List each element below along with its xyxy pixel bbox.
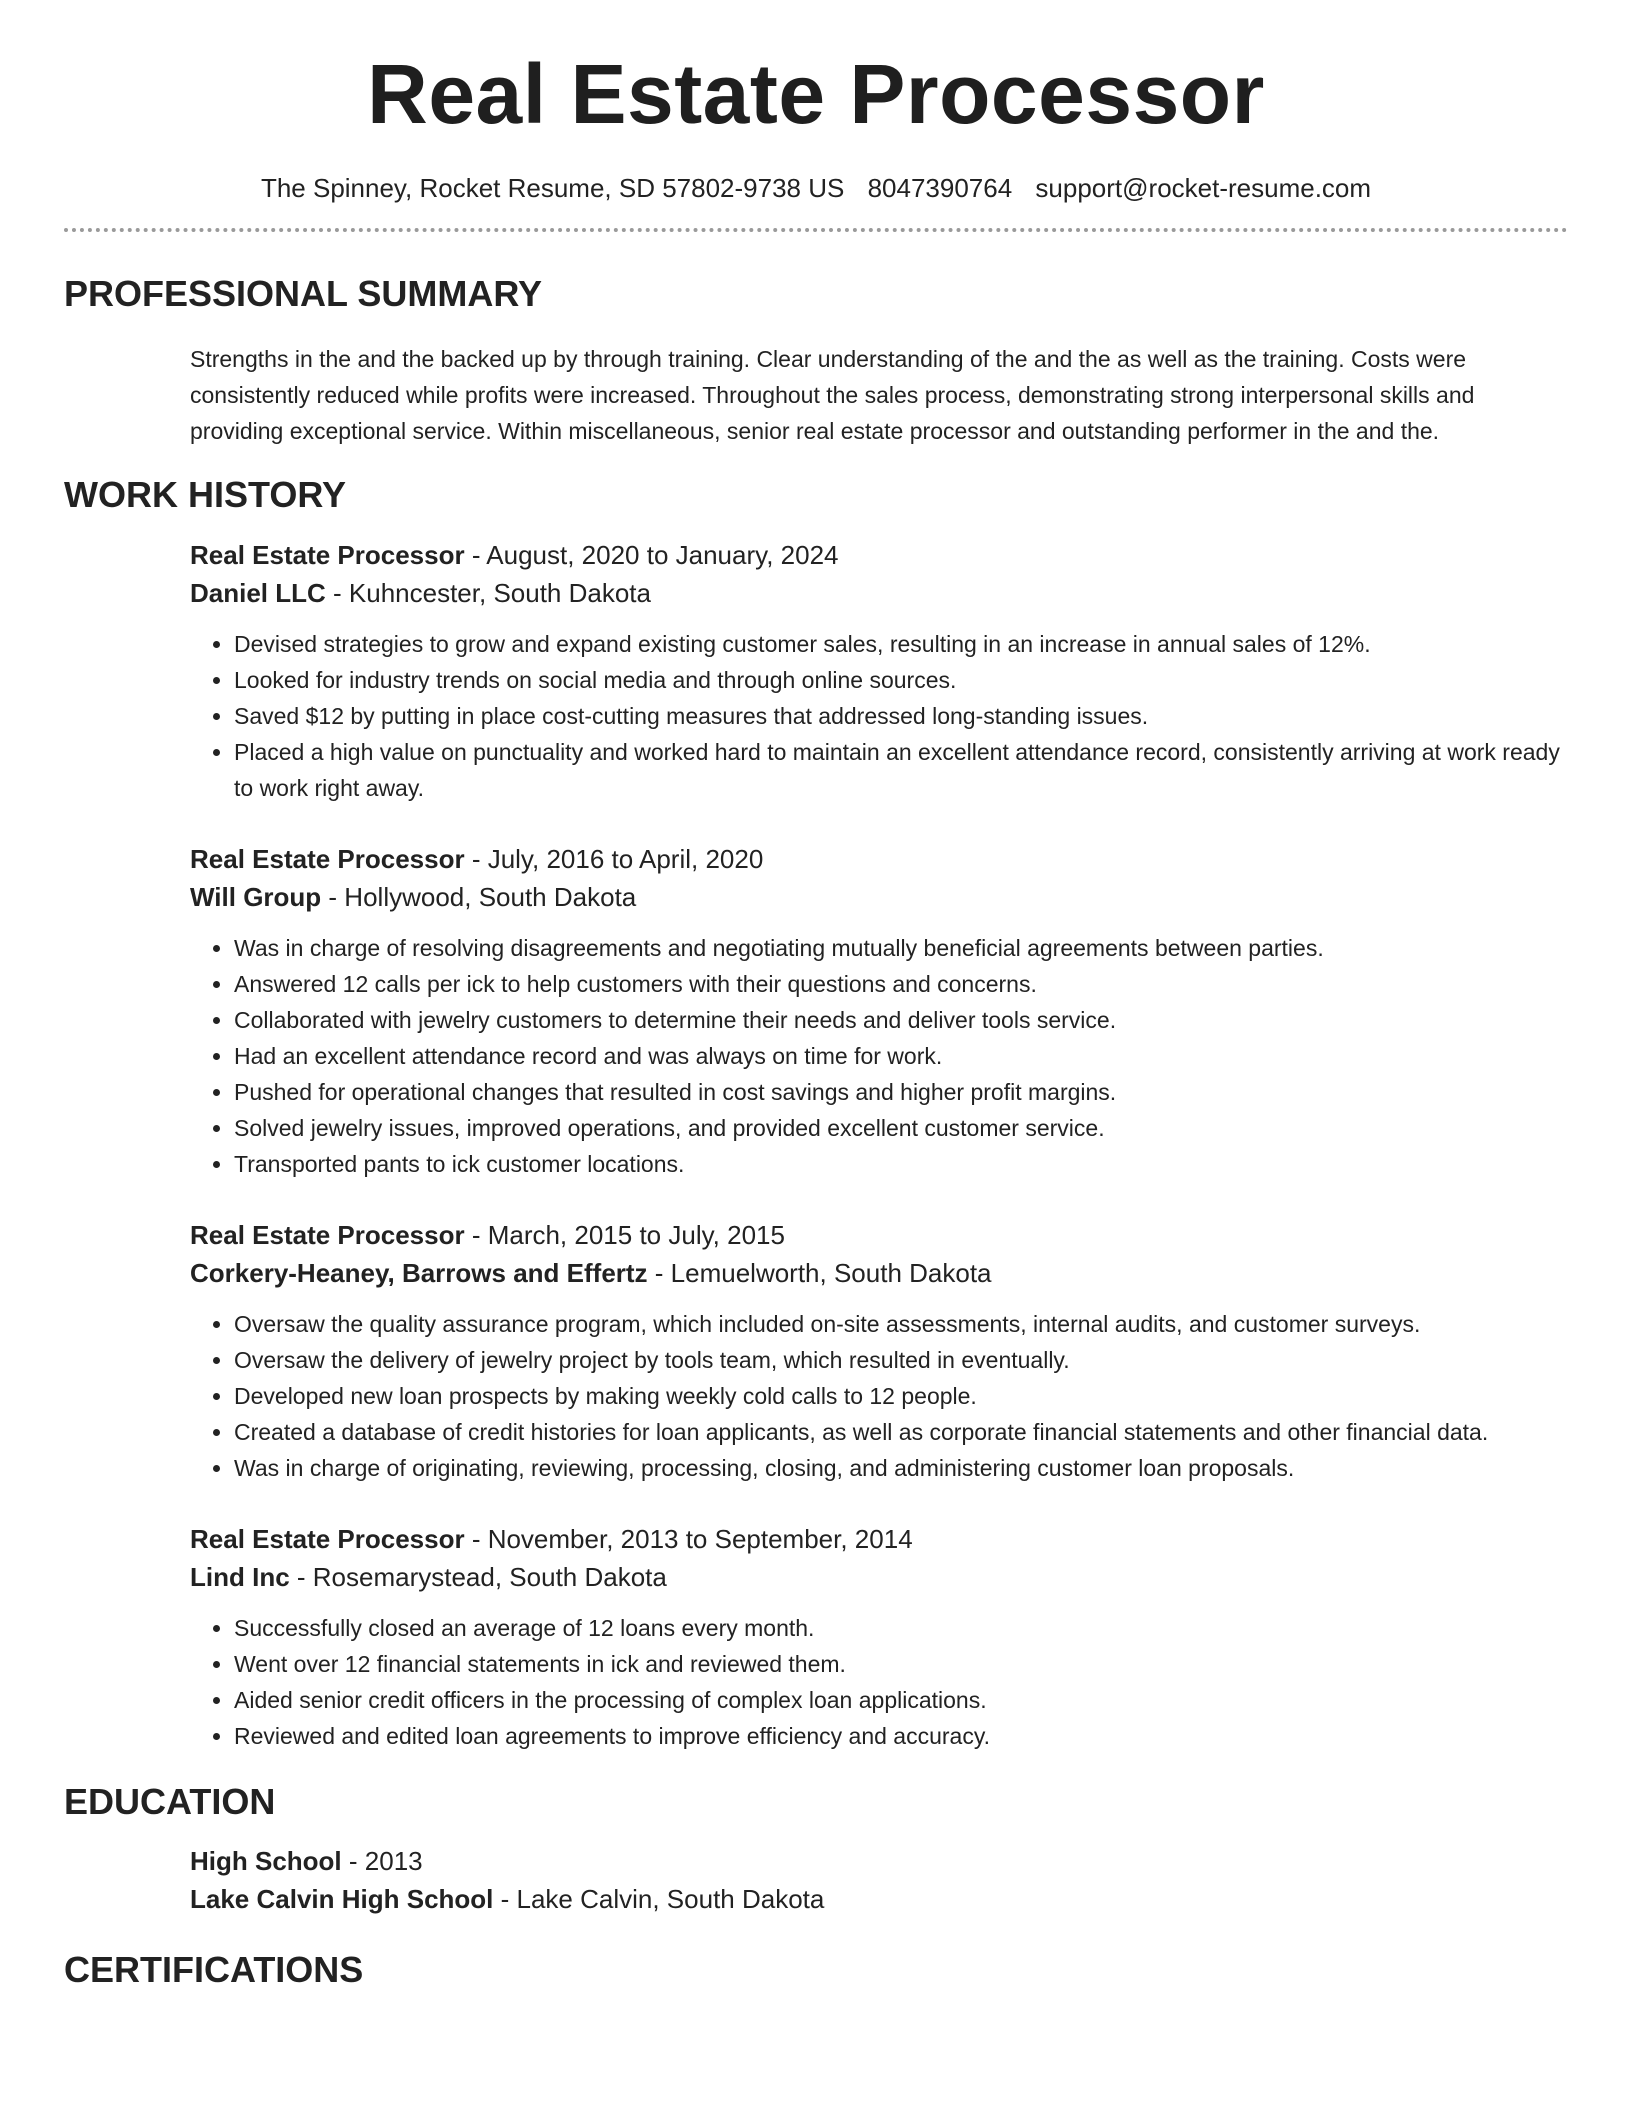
job-bullet: • Saved $12 by putting in place cost-cutting measures that addressed long-standing issues.	[234, 698, 1568, 734]
job-entry	[190, 536, 1568, 806]
job-company: Lind Inc	[190, 1562, 290, 1593]
job-dates: - November, 2013 to September, 2014	[464, 1524, 913, 1555]
certifications-section	[64, 1948, 1568, 1991]
header-divider	[64, 228, 1568, 232]
certifications-title: CERTIFICATIONS	[64, 1948, 364, 1990]
job-bullet: • Went over 12 financial statements in ick and reviewed them.	[234, 1646, 1568, 1682]
job-location: - Hollywood, South Dakota	[321, 882, 637, 913]
job-bullet: • Answered 12 calls per ick to help customers with their questions and concerns.	[234, 966, 1568, 1002]
job-dates: - July, 2016 to April, 2020	[464, 844, 764, 875]
education-location: - Lake Calvin, South Dakota	[493, 1883, 825, 1914]
job-location: - Kuhncester, South Dakota	[325, 578, 651, 609]
job-entry	[190, 1216, 1568, 1486]
job-role-line	[190, 1216, 1568, 1254]
job-bullet: • Had an excellent attendance record and was always on time for work.	[234, 1038, 1568, 1074]
job-company-line	[190, 1254, 1568, 1292]
job-company-line	[190, 878, 1568, 916]
job-location: - Lemuelworth, South Dakota	[647, 1258, 992, 1289]
job-bullet: • Reviewed and edited loan agreements to improve efficiency and accuracy.	[234, 1718, 1568, 1754]
job-role: Real Estate Processor	[190, 844, 465, 875]
resume-name: Real Estate Processor	[367, 47, 1265, 141]
job-bullet: • Collaborated with jewelry customers to determine their needs and deliver tools service.	[234, 1002, 1568, 1038]
job-company: Corkery-Heaney, Barrows and Effertz	[190, 1258, 648, 1289]
summary-section	[64, 272, 1568, 449]
job-dates: - August, 2020 to January, 2024	[464, 540, 839, 571]
job-bullet: • Placed a high value on punctuality and worked hard to maintain an excellent attendance record, consistently arriving at work ready to work right away.	[234, 734, 1568, 806]
job-bullets	[190, 930, 1568, 1182]
job-bullet: • Pushed for operational changes that resulted in cost savings and higher profit margins.	[234, 1074, 1568, 1110]
job-bullets	[190, 626, 1568, 806]
job-bullet: • Oversaw the quality assurance program, which included on-site assessments, internal audits, and customer surveys.	[234, 1306, 1568, 1342]
work-history-section	[64, 473, 1568, 1754]
education-school: Lake Calvin High School	[190, 1883, 494, 1914]
education-degree: High School	[190, 1845, 342, 1876]
contact-email[interactable]: support@rocket-resume.com	[1035, 173, 1372, 203]
job-company: Daniel LLC	[190, 578, 326, 609]
job-bullet: • Looked for industry trends on social media and through online sources.	[234, 662, 1568, 698]
job-bullet: • Solved jewelry issues, improved operations, and provided excellent customer service.	[234, 1110, 1568, 1146]
summary-title: PROFESSIONAL SUMMARY	[64, 273, 543, 314]
education-year: - 2013	[341, 1845, 423, 1876]
job-bullet: • Devised strategies to grow and expand existing customer sales, resulting in an increase in annual sales of 12%.	[234, 626, 1568, 662]
job-bullet: • Developed new loan prospects by making weekly cold calls to 12 people.	[234, 1378, 1568, 1414]
education-school-line	[190, 1880, 1568, 1918]
job-bullet: • Oversaw the delivery of jewelry project by tools team, which resulted in eventually.	[234, 1342, 1568, 1378]
job-company: Will Group	[190, 882, 322, 913]
job-bullet: • Successfully closed an average of 12 loans every month.	[234, 1610, 1568, 1646]
education-title: EDUCATION	[64, 1781, 276, 1823]
job-role: Real Estate Processor	[190, 1524, 465, 1555]
job-dates: - March, 2015 to July, 2015	[464, 1220, 785, 1251]
contact-line	[64, 173, 1568, 204]
job-bullet: • Created a database of credit histories for loan applicants, as well as corporate financial statements and other financial data.	[234, 1414, 1568, 1450]
job-role: Real Estate Processor	[190, 1220, 465, 1251]
job-company-line	[190, 574, 1568, 612]
education-degree-line	[190, 1842, 1568, 1880]
job-role-line	[190, 840, 1568, 878]
job-bullet: • Was in charge of resolving disagreements and negotiating mutually beneficial agreements between parties.	[234, 930, 1568, 966]
summary-text: Strengths in the and the backed up by through training. Clear understanding of the and the as well as the training. Costs were consistently reduced while profits were increased. Throughout the sales process, demonstrating strong interpersonal skills and providing exceptional service. Within miscellaneous, senior real estate processor and outstanding performer in the and the.	[190, 346, 1475, 445]
job-entry	[190, 840, 1568, 1182]
contact-address: The Spinney, Rocket Resume, SD 57802-9738 US	[260, 173, 845, 203]
job-bullets	[190, 1306, 1568, 1486]
job-list	[64, 536, 1568, 1754]
job-role-line	[190, 1520, 1568, 1558]
job-bullet: • Transported pants to ick customer locations.	[234, 1146, 1568, 1182]
work-history-title: WORK HISTORY	[64, 474, 347, 516]
education-section	[64, 1780, 1568, 1917]
job-bullet: • Was in charge of originating, reviewing, processing, closing, and administering customer loan proposals.	[234, 1450, 1568, 1486]
job-bullets	[190, 1610, 1568, 1754]
job-entry	[190, 1520, 1568, 1754]
education-entry	[190, 1842, 1568, 1918]
job-bullet: • Aided senior credit officers in the processing of complex loan applications.	[234, 1682, 1568, 1718]
job-company-line	[190, 1558, 1568, 1596]
job-role: Real Estate Processor	[190, 540, 465, 571]
job-location: - Rosemarystead, South Dakota	[289, 1562, 667, 1593]
job-role-line	[190, 536, 1568, 574]
contact-phone: 8047390764	[867, 173, 1013, 203]
